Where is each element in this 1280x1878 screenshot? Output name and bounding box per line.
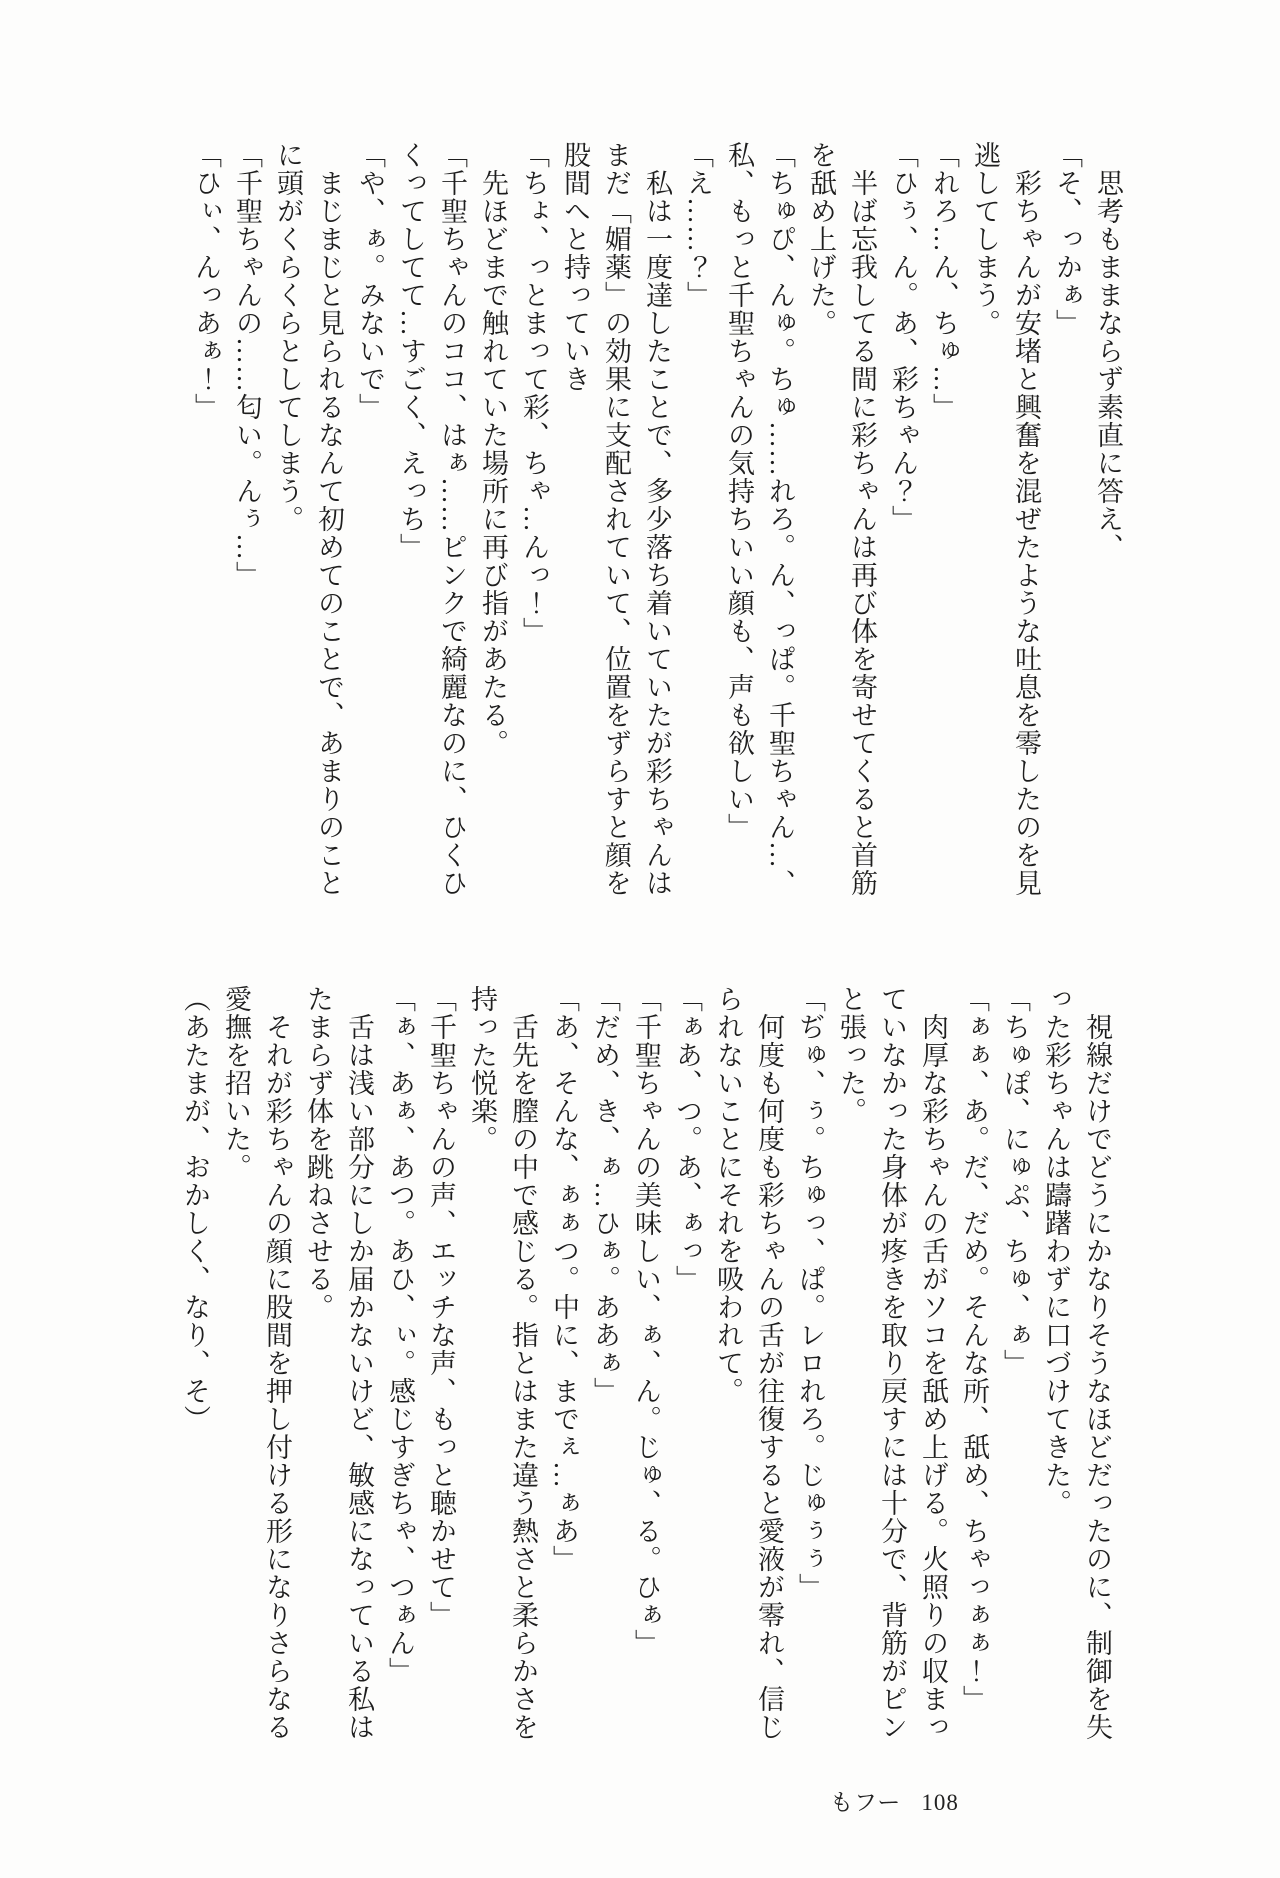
paragraph: 「ちゅぴ、んゅ。ちゅ……れろ。ん、っぱ。千聖ちゃん…、私、もっと千聖ちゃんの気持ちいい顔も、声も欲しい」 <box>724 141 795 897</box>
paragraph: 「ぁぁ、あ。だ、だめ。そんな所、舐め、ちゃっぁぁ！」 <box>959 985 989 1713</box>
paragraph: 何度も何度も彩ちゃんの舌が往復すると愛液が零れ、信じられないことにそれを吸われて。 <box>713 985 784 1741</box>
paragraph: 「千聖ちゃんの……匂い。んぅ…」 <box>232 141 262 589</box>
paragraph: 思考もままならず素直に答え、 <box>1093 141 1123 561</box>
paragraph: 肉厚な彩ちゃんの舌がソコを舐め上げる。火照りの収まっていなかった身体が疼きを取り戻すには十分で、背筋がピンと張った。 <box>836 985 948 1741</box>
paragraph: 半ば忘我してる間に彩ちゃんは再び体を寄せてくると首筋を舐め上げた。 <box>806 141 877 897</box>
paragraph: 「ひぃ、んっあぁ！」 <box>191 141 221 421</box>
paragraph: 「ひぅ、ん。あ、彩ちゃん？」 <box>888 141 918 533</box>
paragraph: 「や、ぁ。みないで」 <box>355 141 385 421</box>
paragraph: 視線だけでどうにかなりそうなほどだったのに、制御を失った彩ちゃんは躊躇わずに口づけてきた。 <box>1041 985 1112 1741</box>
paragraph: まじまじと見られるなんて初めてのことで、あまりのことに頭がくらくらとしてしまう。 <box>273 141 344 897</box>
paragraph: 「ちゅぽ、にゅぷ、ちゅ、ぁ」 <box>1000 985 1030 1377</box>
paragraph: 「ぁ、あぁ、あつ。あひ、ぃ。感じすぎちゃ、つぁん」 <box>385 985 415 1685</box>
circle-name: もフー <box>830 1790 902 1815</box>
paragraph: 舌は浅い部分にしか届かないけど、敏感になっている私はたまらず体を跳ねさせる。 <box>303 985 374 1741</box>
paragraph: 「え……？」 <box>683 141 713 309</box>
paragraph: 私は一度達したことで、多少落ち着いていたが彩ちゃんはまだ「媚薬」の効果に支配されていて、位置をずらすと顔を股間へと持っていき <box>560 141 672 897</box>
paragraph: 「千聖ちゃんの声、エッチな声、もっと聴かせて」 <box>426 985 456 1629</box>
paragraph: 先ほどまで触れていた場所に再び指があたる。 <box>478 141 508 757</box>
paragraph: 舌先を膣の中で感じる。指とはまた違う熱さと柔らかさを持った悦楽。 <box>467 985 538 1741</box>
text-block-top <box>185 141 1128 899</box>
paragraph: 「あ、そんな、ぁぁつ。中に、までぇ…ぁあ」 <box>549 985 579 1573</box>
paragraph: 「そ、っかぁ」 <box>1052 141 1082 337</box>
page-number: 108 <box>921 1790 959 1815</box>
paragraph: 「ちょ、っとまって彩、ちゃ…んっ！」 <box>519 141 549 645</box>
paragraph: 「れろ…ん、ちゅ…」 <box>929 141 959 421</box>
paragraph: 「ぢゅ、ぅ。ちゅっ、ぱ。レロれろ。じゅぅぅ」 <box>795 985 825 1601</box>
paragraph: 彩ちゃんが安堵と興奮を混ぜたような吐息を零したのを見逃してしまう。 <box>970 141 1041 897</box>
paragraph: 「だめ、き、ぁ…ひぁ。ああぁ」 <box>590 985 620 1405</box>
paragraph: それが彩ちゃんの顔に股間を押し付ける形になりさらなる愛撫を招いた。 <box>221 985 292 1741</box>
paragraph: 「ぁあ、つ。あ、ぁっ」 <box>672 985 702 1293</box>
text-block-bottom <box>174 985 1117 1743</box>
page-footer <box>830 1784 959 1817</box>
paragraph: （あたまが、おかしく、なり、そ） <box>180 985 210 1433</box>
paragraph: 「千聖ちゃんの美味しい、ぁ、ん。じゅ、る。ひぁ」 <box>631 985 661 1657</box>
paragraph: 「千聖ちゃんのココ、はぁ……ピンクで綺麗なのに、ひくひくってしてて…すごく、えっち」 <box>396 141 467 897</box>
